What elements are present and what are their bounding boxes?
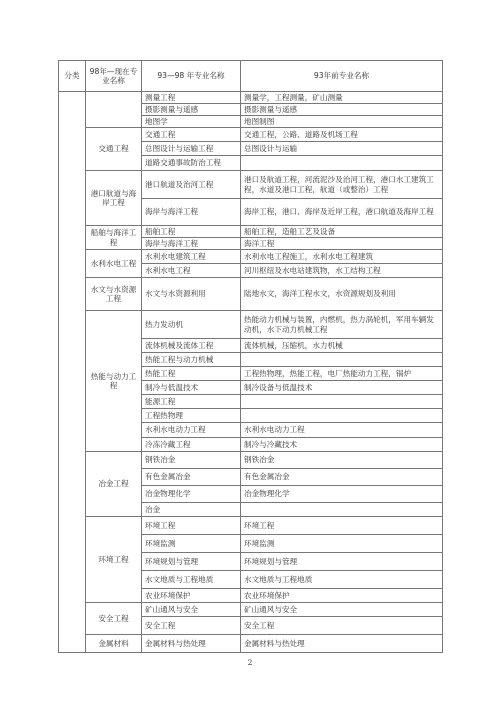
name-pre-93-cell: 水利水电工程施工，水利水电工程建筑 — [241, 250, 443, 264]
name-93-98-cell: 水文与水资源利用 — [142, 278, 241, 311]
name-93-98-cell: 有色金属冶金 — [142, 469, 241, 486]
table-row — [59, 517, 443, 535]
name-93-98-cell: 制冷与低温技术 — [142, 381, 241, 395]
table-header-row — [59, 61, 443, 92]
name-pre-93-cell — [241, 395, 443, 409]
table-row — [59, 452, 443, 469]
name-93-98-cell: 热能工程与动力机械 — [142, 353, 241, 367]
name-pre-93-cell: 环境规划与管理 — [241, 553, 443, 571]
current-name-cell — [86, 226, 142, 250]
name-93-98-cell: 港口航道及治河工程 — [142, 171, 241, 199]
name-93-98-cell: 海岸与海洋工程 — [142, 199, 241, 226]
current-name-text: 水文与水资源工程 — [90, 284, 137, 303]
name-93-98-cell: 流体机械及流体工程 — [142, 339, 241, 353]
name-pre-93-cell: 矿山通风与安全 — [241, 603, 443, 617]
current-name-cell — [86, 250, 142, 278]
table-row — [59, 226, 443, 238]
name-93-98-cell: 测量工程 — [142, 92, 241, 104]
name-93-98-cell: 水利水电动力工程 — [142, 423, 241, 438]
name-93-98-cell: 工程热物理 — [142, 409, 241, 423]
name-pre-93-cell: 工程热物理，热能工程，电厂热能动力工程，锅炉 — [241, 367, 443, 381]
name-93-98-cell: 环境监测 — [142, 535, 241, 553]
name-93-98-cell: 矿山通风与安全 — [142, 603, 241, 617]
name-pre-93-cell: 农业环境保护 — [241, 589, 443, 603]
table-row — [59, 278, 443, 311]
name-pre-93-cell: 金属材料与热处理 — [241, 635, 443, 653]
name-pre-93-cell: 环境监测 — [241, 535, 443, 553]
current-name-text: 金属材料 — [98, 638, 129, 648]
name-pre-93-cell: 水利水电动力工程 — [241, 423, 443, 438]
current-name-cell — [86, 603, 142, 635]
name-93-98-cell: 交通工程 — [142, 128, 241, 142]
name-93-98-cell: 冶金 — [142, 503, 241, 517]
name-93-98-cell: 水利水电建筑工程 — [142, 250, 241, 264]
current-name-cell — [86, 311, 142, 452]
table-row — [59, 311, 443, 339]
name-93-98-cell: 水文地质与工程地质 — [142, 571, 241, 589]
current-name-cell — [86, 452, 142, 517]
name-pre-93-cell: 水文地质与工程地质 — [241, 571, 443, 589]
table-row — [59, 635, 443, 653]
name-93-98-cell: 环境工程 — [142, 517, 241, 535]
current-name-cell — [86, 92, 142, 128]
name-pre-93-cell: 流体机械，压缩机，水力机械 — [241, 339, 443, 353]
name-93-98-cell: 金属材料与热处理 — [142, 635, 241, 653]
current-name-cell — [86, 278, 142, 311]
name-pre-93-cell: 制冷与冷藏技术 — [241, 438, 443, 452]
name-pre-93-cell: 摄影测量与遥感 — [241, 104, 443, 116]
current-name-text: 安全工程 — [98, 613, 129, 623]
table-row — [59, 92, 443, 104]
page-number: 2 — [247, 658, 253, 667]
table-row — [59, 171, 443, 199]
current-name-text: 冶金工程 — [98, 479, 129, 489]
name-pre-93-cell: 冶金物理化学 — [241, 486, 443, 503]
name-pre-93-cell: 环境工程 — [241, 517, 443, 535]
name-pre-93-cell: 安全工程 — [241, 617, 443, 635]
name-93-98-cell: 水利水电工程 — [142, 264, 241, 278]
name-pre-93-cell: 交通工程，公路、道路及机场工程 — [241, 128, 443, 142]
current-name-text: 船舶与海洋工程 — [90, 228, 137, 247]
name-pre-93-cell: 制冷设备与低温技术 — [241, 381, 443, 395]
current-name-cell — [86, 517, 142, 603]
current-name-text: 热能与动力工程 — [90, 371, 137, 390]
table-body — [59, 92, 443, 653]
category-cell — [59, 92, 86, 653]
current-name-text: 港口航道与海岸工程 — [90, 188, 137, 207]
table-row — [59, 250, 443, 264]
name-93-98-cell: 钢铁冶金 — [142, 452, 241, 469]
major-mapping-table — [58, 60, 443, 653]
name-pre-93-cell: 测量学，工程测量，矿山测量 — [241, 92, 443, 104]
name-93-98-cell: 船舶工程 — [142, 226, 241, 238]
current-name-text: 环境工程 — [98, 554, 129, 564]
name-pre-93-cell — [241, 409, 443, 423]
name-93-98-cell: 道路交通事故防治工程 — [142, 156, 241, 171]
current-name-cell — [86, 171, 142, 226]
current-name-cell — [86, 128, 142, 171]
name-93-98-cell: 安全工程 — [142, 617, 241, 635]
name-pre-93-cell: 钢铁冶金 — [241, 452, 443, 469]
name-pre-93-cell — [241, 353, 443, 367]
name-pre-93-cell: 海岸工程，港口、海岸及近岸工程，港口航道及海岸工程 — [241, 199, 443, 226]
name-93-98-cell: 热能工程 — [142, 367, 241, 381]
table-row — [59, 603, 443, 617]
name-pre-93-cell: 有色金属冶金 — [241, 469, 443, 486]
name-pre-93-cell: 河川枢纽及水电站建筑物，水工结构工程 — [241, 264, 443, 278]
name-pre-93-cell: 海洋工程 — [241, 238, 443, 250]
name-93-98-cell: 总图设计与运输工程 — [142, 142, 241, 156]
header-current-name: 98年—现在专业名称 — [86, 61, 142, 92]
name-93-98-cell: 摄影测量与遥感 — [142, 104, 241, 116]
name-pre-93-cell: 船舶工程，造船工艺及设备 — [241, 226, 443, 238]
name-93-98-cell: 能源工程 — [142, 395, 241, 409]
table-row — [59, 128, 443, 142]
current-name-cell — [86, 635, 142, 653]
name-pre-93-cell: 地图制图 — [241, 116, 443, 128]
name-93-98-cell: 地图学 — [142, 116, 241, 128]
header-category: 分类 — [59, 61, 86, 92]
name-pre-93-cell: 热能动力机械与装置，内燃机，热力涡轮机，军用车辆发动机，水下动力机械工程 — [241, 311, 443, 339]
name-93-98-cell: 农业环境保护 — [142, 589, 241, 603]
name-93-98-cell: 冷冻冷藏工程 — [142, 438, 241, 452]
current-name-text: 水利水电工程 — [90, 258, 137, 268]
name-pre-93-cell — [241, 156, 443, 171]
name-93-98-cell: 冶金物理化学 — [142, 486, 241, 503]
name-pre-93-cell: 总图设计与运输 — [241, 142, 443, 156]
header-93-98-name: 93—98 年专业名称 — [142, 61, 241, 92]
name-93-98-cell: 热力发动机 — [142, 311, 241, 339]
name-93-98-cell: 海岸与海洋工程 — [142, 238, 241, 250]
name-93-98-cell: 环境规划与管理 — [142, 553, 241, 571]
name-pre-93-cell: 陆地水文，海洋工程水文，水资源规划及利用 — [241, 278, 443, 311]
name-pre-93-cell — [241, 503, 443, 517]
current-name-text: 交通工程 — [98, 144, 129, 154]
header-pre-93-name: 93年前专业名称 — [241, 61, 443, 92]
name-pre-93-cell: 港口及航道工程，河流泥沙及治河工程，港口水工建筑工程，水道及港口工程，航道（或整治）工程 — [241, 171, 443, 199]
